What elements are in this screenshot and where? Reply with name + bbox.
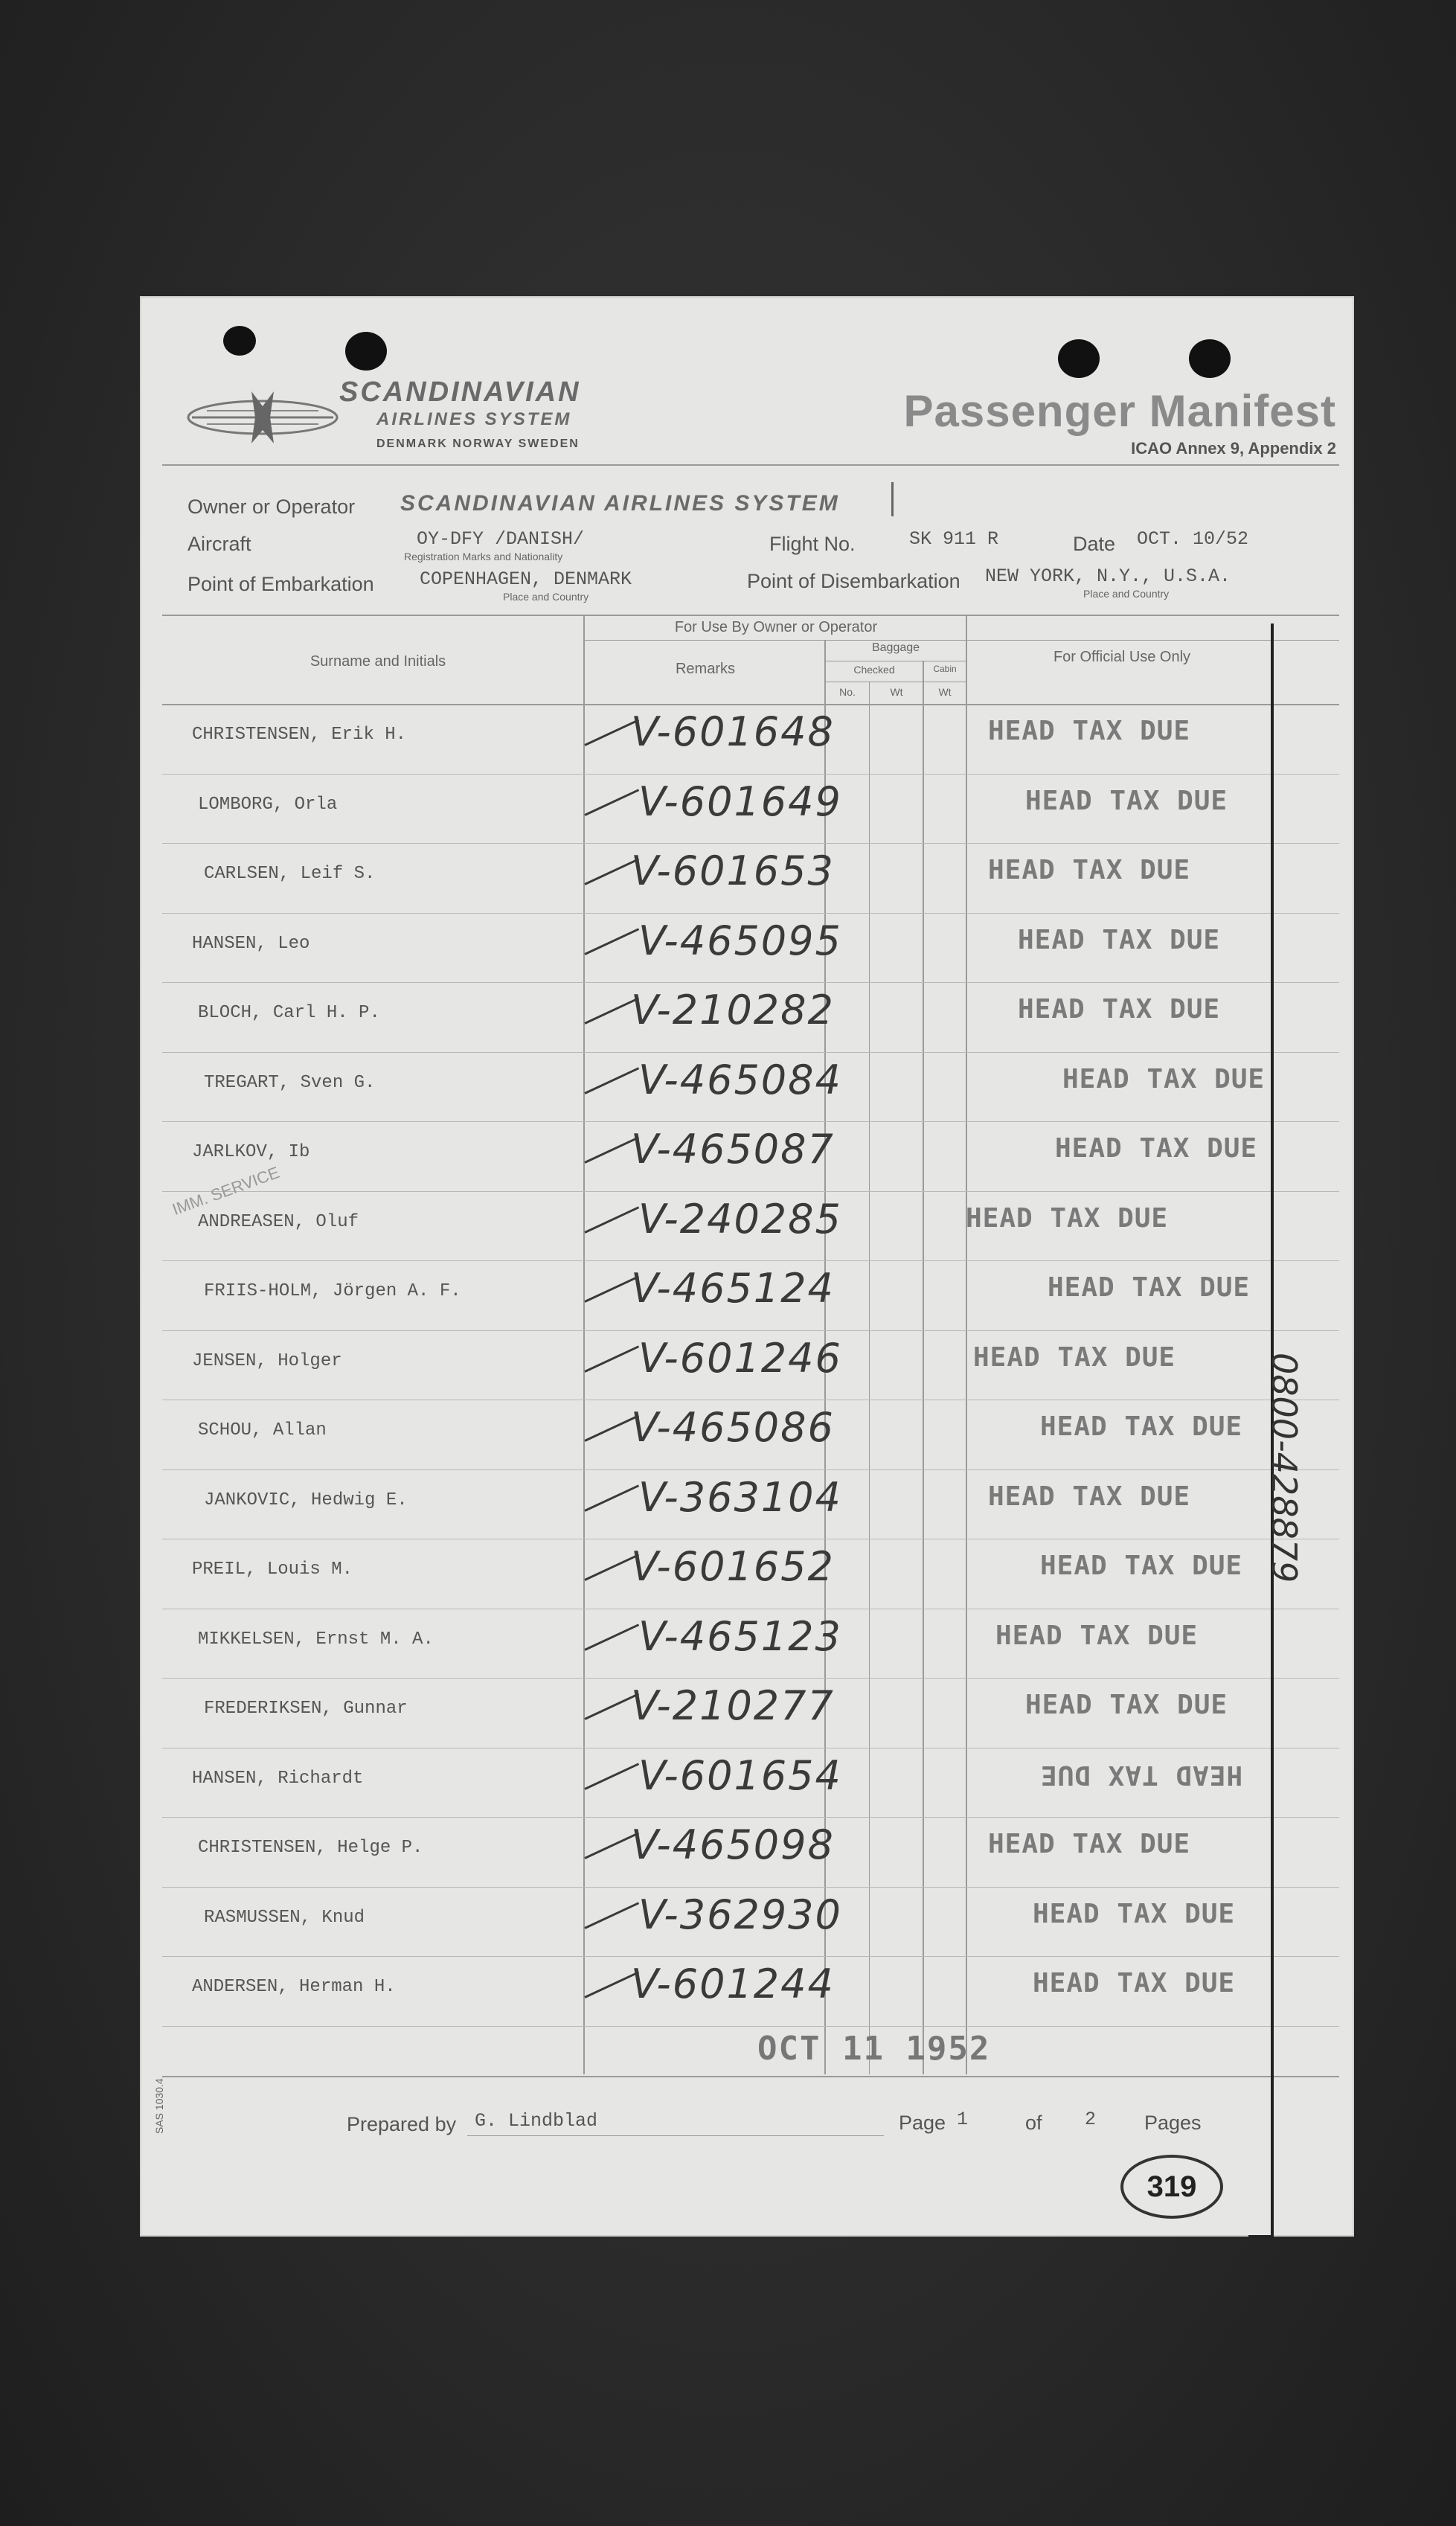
margin-bracket-foot	[1248, 2235, 1274, 2238]
passenger-name: JANKOVIC, Hedwig E.	[204, 1490, 408, 1510]
table-row	[162, 1191, 1339, 1192]
manifest-page	[140, 296, 1354, 2237]
table-row	[162, 1121, 1339, 1122]
visa-number: V-240285	[638, 1195, 842, 1243]
airline-countries: DENMARK NORWAY SWEDEN	[376, 437, 580, 450]
col-divider	[869, 682, 870, 2074]
head-tax-stamp: HEAD TAX DUE	[1040, 1551, 1243, 1581]
passenger-name: BLOCH, Carl H. P.	[198, 1003, 380, 1023]
table-row	[162, 1887, 1339, 1888]
disembark-label: Point of Disembarkation	[747, 570, 960, 592]
check-mark	[584, 1206, 639, 1234]
passenger-name: CHRISTENSEN, Helge P.	[198, 1838, 423, 1858]
owner-value: SCANDINAVIAN AIRLINES SYSTEM	[400, 491, 840, 516]
col-surname: Surname and Initials	[310, 653, 446, 670]
col-divider	[923, 661, 924, 2074]
head-tax-stamp: HEAD TAX DUE	[1025, 785, 1228, 816]
passenger-name: TREGART, Sven G.	[204, 1072, 376, 1093]
embark-caption: Place and Country	[503, 591, 589, 603]
margin-handwriting: 0800-428879	[1264, 1353, 1304, 1583]
head-tax-stamp: HEAD TAX DUE	[988, 1481, 1191, 1512]
pages-label: Pages	[1144, 2112, 1202, 2134]
passenger-name: FRIIS-HOLM, Jörgen A. F.	[204, 1281, 461, 1301]
divider	[162, 464, 1339, 466]
aircraft-label: Aircraft	[187, 533, 251, 555]
check-mark	[584, 1763, 639, 1790]
check-mark	[584, 1623, 639, 1651]
check-mark	[584, 1067, 639, 1094]
prepared-value: G. Lindblad	[475, 2110, 598, 2132]
visa-number: V-362930	[638, 1891, 842, 1938]
col-wt-cabin: Wt	[938, 686, 952, 698]
circled-number: 319	[1120, 2155, 1223, 2219]
aircraft-value: OY-DFY /DANISH/	[417, 528, 585, 550]
head-tax-stamp: HEAD TAX DUE	[1033, 1968, 1236, 1998]
visa-number: V-465124	[631, 1265, 835, 1312]
head-tax-stamp: HEAD TAX DUE	[1040, 1759, 1243, 1790]
col-divider	[583, 616, 585, 2074]
visa-number: V-465095	[638, 917, 842, 964]
table-top-border	[162, 615, 1339, 616]
col-baggage: Baggage	[871, 641, 920, 654]
table-row	[162, 1956, 1339, 1957]
table-row	[162, 1469, 1339, 1470]
check-mark	[584, 1345, 639, 1373]
head-tax-stamp: HEAD TAX DUE	[1048, 1272, 1251, 1303]
passenger-name: ANDREASEN, Oluf	[198, 1211, 359, 1232]
visa-number: V-210277	[631, 1682, 835, 1729]
col-cabin: Cabin	[933, 664, 957, 674]
page-label: Page	[899, 2112, 946, 2134]
owner-label: Owner or Operator	[187, 496, 356, 518]
visa-number: V-601654	[638, 1751, 842, 1799]
check-mark	[584, 1902, 639, 1929]
table-header-bottom	[162, 704, 1339, 705]
table-row	[162, 982, 1339, 983]
passenger-name: LOMBORG, Orla	[198, 794, 338, 815]
flight-value: SK 911 R	[909, 528, 999, 550]
table-row	[162, 1678, 1339, 1679]
embark-label: Point of Embarkation	[187, 573, 374, 595]
head-tax-stamp: HEAD TAX DUE	[988, 1829, 1191, 1859]
visa-number: V-210282	[631, 987, 835, 1033]
passenger-name: HANSEN, Leo	[192, 933, 310, 954]
passenger-name: JARLKOV, Ib	[192, 1142, 310, 1162]
table-row	[162, 843, 1339, 844]
of-label: of	[1025, 2112, 1042, 2134]
visa-number: V-465087	[631, 1126, 835, 1173]
passenger-name: SCHOU, Allan	[198, 1420, 327, 1440]
table-row	[162, 774, 1339, 775]
passenger-name: JENSEN, Holger	[192, 1350, 342, 1371]
faint-stamp: IMM. SERVICE	[170, 1162, 282, 1219]
head-tax-stamp: HEAD TAX DUE	[988, 716, 1191, 746]
prepared-line	[467, 2135, 884, 2136]
passenger-name: MIKKELSEN, Ernst M. A.	[198, 1629, 434, 1650]
col-remarks: Remarks	[675, 661, 735, 677]
head-tax-stamp: HEAD TAX DUE	[1040, 1411, 1243, 1442]
head-tax-stamp: HEAD TAX DUE	[1033, 1898, 1236, 1929]
passenger-name: CARLSEN, Leif S.	[204, 864, 376, 884]
date-value: OCT. 10/52	[1137, 528, 1249, 550]
col-official: For Official Use Only	[1053, 649, 1191, 665]
page-value: 1	[957, 2109, 969, 2130]
head-tax-stamp: HEAD TAX DUE	[973, 1341, 1176, 1373]
passenger-name: FREDERIKSEN, Gunnar	[204, 1699, 408, 1719]
punch-hole	[1058, 339, 1100, 378]
col-no: No.	[839, 686, 856, 698]
visa-number: V-465098	[631, 1821, 835, 1868]
stray-mark	[891, 482, 894, 516]
head-tax-stamp: HEAD TAX DUE	[1018, 924, 1221, 955]
head-tax-stamp: HEAD TAX DUE	[988, 855, 1191, 885]
passenger-name: CHRISTENSEN, Erik H.	[192, 725, 407, 745]
table-row	[162, 1052, 1339, 1053]
aircraft-caption: Registration Marks and Nationality	[404, 551, 563, 562]
table-row	[162, 1817, 1339, 1818]
head-tax-stamp: HEAD TAX DUE	[966, 1202, 1169, 1234]
punch-hole	[223, 326, 256, 356]
head-tax-stamp: HEAD TAX DUE	[1055, 1133, 1258, 1164]
prepared-label: Prepared by	[347, 2113, 457, 2135]
head-tax-stamp: HEAD TAX DUE	[1018, 994, 1221, 1025]
embark-value: COPENHAGEN, DENMARK	[420, 568, 632, 590]
disembark-caption: Place and Country	[1083, 588, 1170, 600]
sas-logo-icon	[185, 384, 341, 451]
check-mark	[584, 789, 639, 816]
visa-number: V-465084	[638, 1056, 842, 1103]
airline-name: SCANDINAVIAN	[339, 376, 581, 408]
passenger-name: PREIL, Louis M.	[192, 1559, 353, 1580]
date-label: Date	[1073, 533, 1116, 555]
airline-name-line2: AIRLINES SYSTEM	[376, 409, 572, 429]
visa-number: V-601653	[631, 847, 835, 894]
visa-number: V-601246	[638, 1334, 842, 1382]
table-row	[162, 1330, 1339, 1331]
punch-hole	[345, 332, 387, 371]
received-date-stamp: OCT 11 1952	[757, 2030, 991, 2068]
passenger-name: HANSEN, Richardt	[192, 1768, 364, 1789]
visa-number: V-601649	[638, 778, 842, 825]
table-row	[162, 2026, 1339, 2027]
total-pages-value: 2	[1085, 2109, 1097, 2130]
form-number: SAS 1030.4	[153, 2078, 165, 2134]
visa-number: V-601648	[631, 708, 835, 755]
col-wt: Wt	[890, 686, 903, 698]
form-subtitle: ICAO Annex 9, Appendix 2	[1131, 439, 1336, 458]
col-owner-use: For Use By Owner or Operator	[674, 619, 878, 635]
visa-number: V-363104	[638, 1473, 842, 1521]
head-tax-stamp: HEAD TAX DUE	[1025, 1690, 1228, 1720]
table-bottom-border	[162, 2076, 1339, 2077]
passenger-name: RASMUSSEN, Knud	[204, 1907, 365, 1928]
punch-hole	[1189, 339, 1231, 378]
visa-number: V-465086	[631, 1404, 835, 1451]
table-row	[162, 1260, 1339, 1261]
disembark-value: NEW YORK, N.Y., U.S.A.	[985, 565, 1231, 587]
form-title: Passenger Manifest	[903, 386, 1336, 436]
head-tax-stamp: HEAD TAX DUE	[995, 1620, 1199, 1651]
check-mark	[584, 1484, 639, 1512]
head-tax-stamp: HEAD TAX DUE	[1062, 1063, 1266, 1094]
visa-number: V-601652	[631, 1543, 835, 1590]
visa-number: V-601244	[631, 1961, 835, 2007]
passenger-name: ANDERSEN, Herman H.	[192, 1977, 396, 1997]
flight-label: Flight No.	[769, 533, 856, 555]
subheader-line	[585, 640, 1339, 641]
col-checked: Checked	[853, 664, 895, 676]
check-mark	[584, 928, 639, 955]
col-divider	[966, 616, 967, 2074]
table-row	[162, 913, 1339, 914]
visa-number: V-465123	[638, 1612, 842, 1660]
